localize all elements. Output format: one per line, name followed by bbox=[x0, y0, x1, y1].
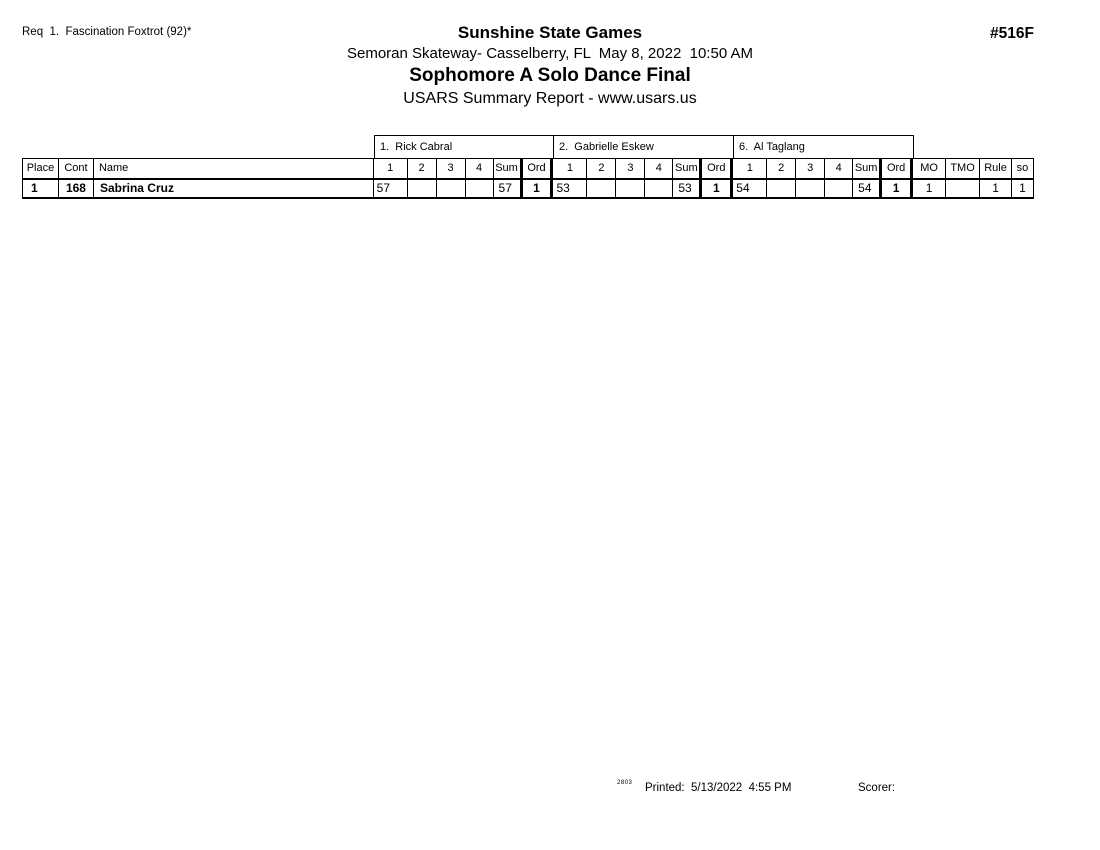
competition-title: Sunshine State Games bbox=[457, 23, 643, 42]
header-j2-ord: Ord bbox=[702, 159, 733, 178]
header-j2-4: 4 bbox=[645, 159, 673, 178]
header-place: Place bbox=[23, 159, 59, 178]
cell-j3-2 bbox=[767, 180, 796, 197]
cell-j3-1: 54 bbox=[733, 180, 767, 197]
cell-j3-3 bbox=[796, 180, 825, 197]
header-name: Name bbox=[94, 159, 374, 178]
header-tmo: TMO bbox=[946, 159, 980, 178]
header-j1-1: 1 bbox=[374, 159, 408, 178]
cell-j2-1: 53 bbox=[553, 180, 587, 197]
header-j2-3: 3 bbox=[616, 159, 645, 178]
cell-j2-sum: 53 bbox=[673, 180, 702, 197]
printed-timestamp bbox=[645, 782, 791, 794]
cell-j1-1: 57 bbox=[374, 180, 408, 197]
cell-place: 1 bbox=[23, 180, 59, 197]
cell-j2-2 bbox=[587, 180, 616, 197]
header-j1-3: 3 bbox=[437, 159, 466, 178]
table-row bbox=[22, 178, 1034, 199]
printed-label: Printed: bbox=[645, 782, 685, 794]
report-type-line: USARS Summary Report - www.usars.us bbox=[403, 90, 697, 107]
judge-1-name: 1. Rick Cabral bbox=[374, 135, 554, 158]
header-cont: Cont bbox=[59, 159, 94, 178]
cell-j2-3 bbox=[616, 180, 645, 197]
cell-j1-ord: 1 bbox=[523, 180, 554, 197]
header-j1-2: 2 bbox=[408, 159, 437, 178]
cell-j2-4 bbox=[645, 180, 673, 197]
event-code: #516F bbox=[990, 25, 1034, 42]
judge-2-name: 2. Gabrielle Eskew bbox=[554, 135, 734, 158]
header-j1-sum: Sum bbox=[494, 159, 523, 178]
cell-skater-name: Sabrina Cruz bbox=[94, 180, 374, 197]
requirement-line: Req 1. Fascination Foxtrot (92)* bbox=[22, 26, 192, 38]
cell-j1-sum: 57 bbox=[494, 180, 523, 197]
scorer-label: Scorer: bbox=[858, 782, 896, 794]
cell-j1-3 bbox=[437, 180, 466, 197]
cell-j1-2 bbox=[408, 180, 437, 197]
cell-j1-4 bbox=[466, 180, 494, 197]
cell-so: 1 bbox=[1012, 180, 1034, 197]
cell-j2-ord: 1 bbox=[702, 180, 733, 197]
header-mo: MO bbox=[913, 159, 946, 178]
cell-j3-ord: 1 bbox=[882, 180, 913, 197]
header-j1-ord: Ord bbox=[523, 159, 554, 178]
judge-header-row bbox=[22, 135, 1034, 158]
judge-3-name: 6. Al Taglang bbox=[734, 135, 914, 158]
header-j1-4: 4 bbox=[466, 159, 494, 178]
header-j2-sum: Sum bbox=[673, 159, 702, 178]
header-so: so bbox=[1012, 159, 1034, 178]
event-title: Sophomore A Solo Dance Final bbox=[409, 65, 691, 86]
cell-cont: 168 bbox=[59, 180, 94, 197]
printed-value: 5/13/2022 4:55 PM bbox=[691, 782, 792, 794]
header-j3-4: 4 bbox=[825, 159, 853, 178]
header-j2-2: 2 bbox=[587, 159, 616, 178]
venue-date-line: Semoran Skateway- Casselberry, FL May 8, 2022 10:50 AM bbox=[346, 45, 754, 62]
header-j3-3: 3 bbox=[796, 159, 825, 178]
header-j3-2: 2 bbox=[767, 159, 796, 178]
cell-rule: 1 bbox=[980, 180, 1012, 197]
cell-tmo bbox=[946, 180, 980, 197]
column-header-row bbox=[22, 158, 1034, 178]
header-j3-ord: Ord bbox=[882, 159, 913, 178]
cell-mo: 1 bbox=[913, 180, 946, 197]
header-rule: Rule bbox=[980, 159, 1012, 178]
header-j2-1: 1 bbox=[553, 159, 587, 178]
header-j3-1: 1 bbox=[733, 159, 767, 178]
header-j3-sum: Sum bbox=[853, 159, 882, 178]
cell-j3-4 bbox=[825, 180, 853, 197]
results-table bbox=[22, 135, 1034, 199]
cell-j3-sum: 54 bbox=[853, 180, 882, 197]
footer-tiny-code: 2803 bbox=[617, 780, 633, 786]
